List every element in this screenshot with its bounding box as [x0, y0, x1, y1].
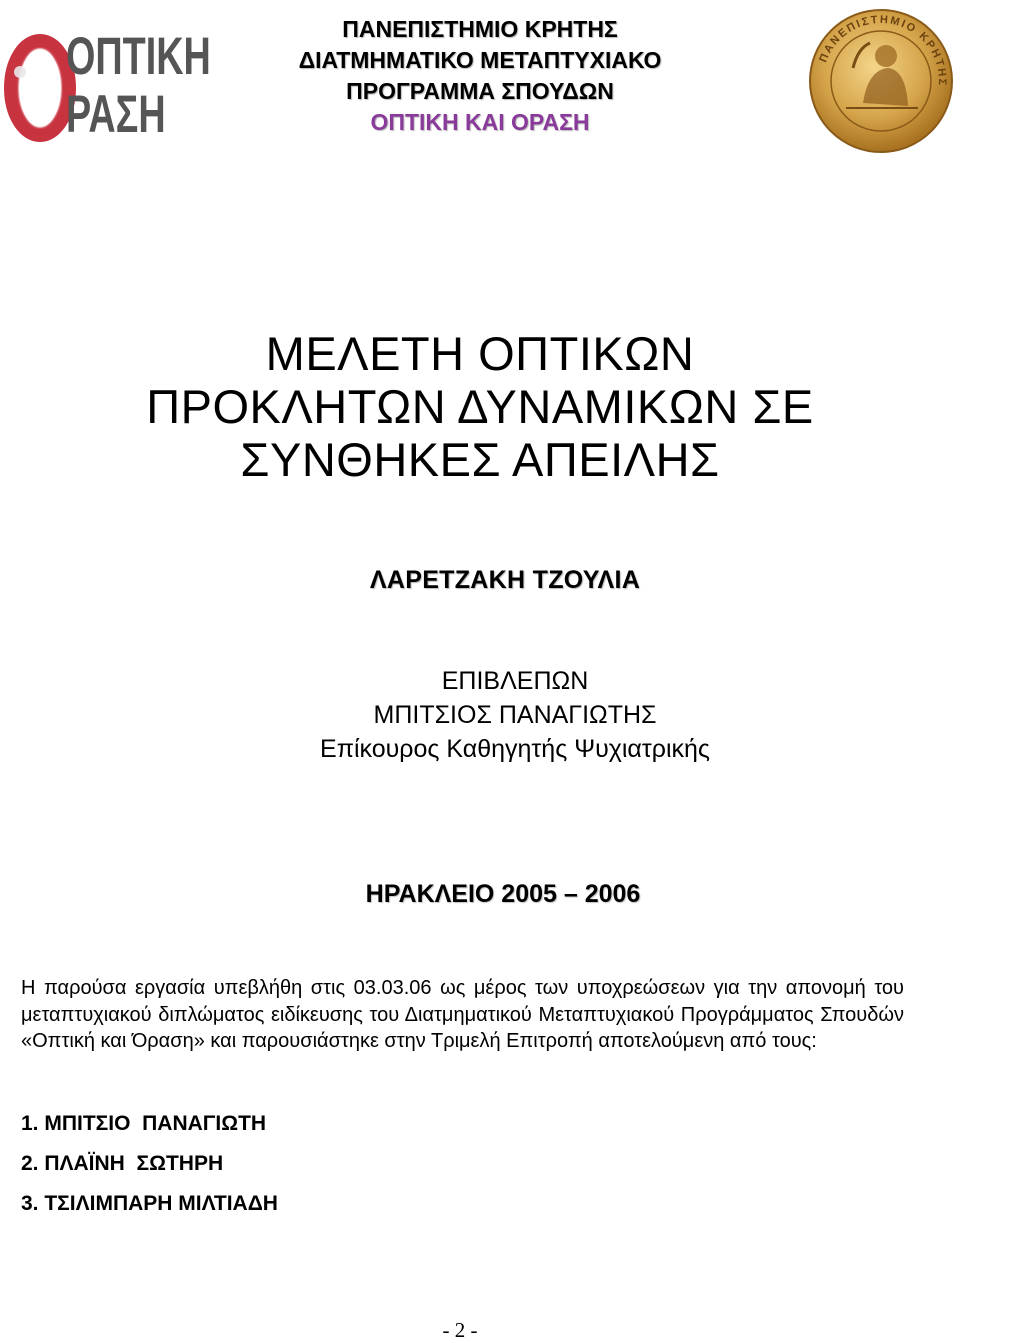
author-name: ΛΑΡΕΤΖΑΚΗ ΤΖΟΥΛΙΑ — [369, 566, 641, 594]
submission-paragraph: Η παρούσα εργασία υπεβλήθη στις 03.03.06 ως μέρος των υποχρεώσεων για την απονομή του μεταπτυχιακού διπλώματος ειδίκευσης του Διατμηματικού Μεταπτυχιακού Προγράμματος Σπουδών «Οπτική και Όραση» και παρουσιάστηκε στην Τριμελή Επιτροπή αποτελούμενη από τους: — [21, 977, 904, 1052]
thesis-title-line-2: ΠΡΟΚΛΗΤΩΝ ΔΥΝΑΜΙΚΩΝ ΣΕ — [146, 380, 814, 433]
page-number: - 2 - — [442, 1318, 478, 1342]
header-title-block — [250, 14, 710, 138]
supervisor-name: ΜΠΙΤΣΙΟΣ ΠΑΝΑΓΙΩΤΗΣ — [373, 701, 657, 729]
seal-text: ΠΑΝΕΠΙΣΤΗΜΙΟ ΚΡΗΤΗΣ — [817, 13, 949, 88]
committee-member: 3. ΤΣΙΛΙΜΠΑΡΗ ΜΙΛΤΙΑΔΗ — [21, 1192, 278, 1215]
supervisor-block — [0, 664, 1030, 766]
supervisor-label: ΕΠΙΒΛΕΠΩΝ — [441, 667, 589, 695]
thesis-title-line-1: ΜΕΛΕΤΗ ΟΠΤΙΚΩΝ — [265, 327, 695, 380]
university-name: ΠΑΝΕΠΙΣΤΗΜΙΟ ΚΡΗΤΗΣ — [342, 16, 618, 42]
thesis-title — [0, 327, 960, 486]
program-line-2: ΠΡΟΓΡΑΜΜΑ ΣΠΟΥΔΩΝ — [346, 78, 614, 104]
committee-list — [21, 1110, 278, 1230]
logo-text-bottom: ΡΑΣΗ — [66, 84, 166, 144]
logo-ring — [11, 41, 69, 135]
supervisor-position: Επίκουρος Καθηγητής Ψυχιατρικής — [320, 735, 710, 763]
university-seal-logo — [808, 8, 954, 154]
city-year: ΗΡΑΚΛΕΙΟ 2005 – 2006 — [365, 880, 641, 908]
logo-text-top: ΟΠΤΙΚΗ — [66, 26, 211, 86]
program-name: ΟΠΤΙΚΗ ΚΑΙ ΟΡΑΣΗ — [370, 109, 590, 135]
committee-member: 1. ΜΠΙΤΣΙΟ ΠΑΝΑΓΙΩΤΗ — [21, 1112, 267, 1135]
optiki-orasi-logo — [0, 12, 211, 152]
thesis-title-line-3: ΣΥΝΘΗΚΕΣ ΑΠΕΙΛΗΣ — [240, 433, 720, 486]
committee-member: 2. ΠΛΑΪΝΗ ΣΩΤΗΡΗ — [21, 1152, 224, 1175]
program-line-1: ΔΙΑΤΜΗΜΑΤΙΚΟ ΜΕΤΑΠΤΥΧΙΑΚΟ — [298, 47, 662, 73]
